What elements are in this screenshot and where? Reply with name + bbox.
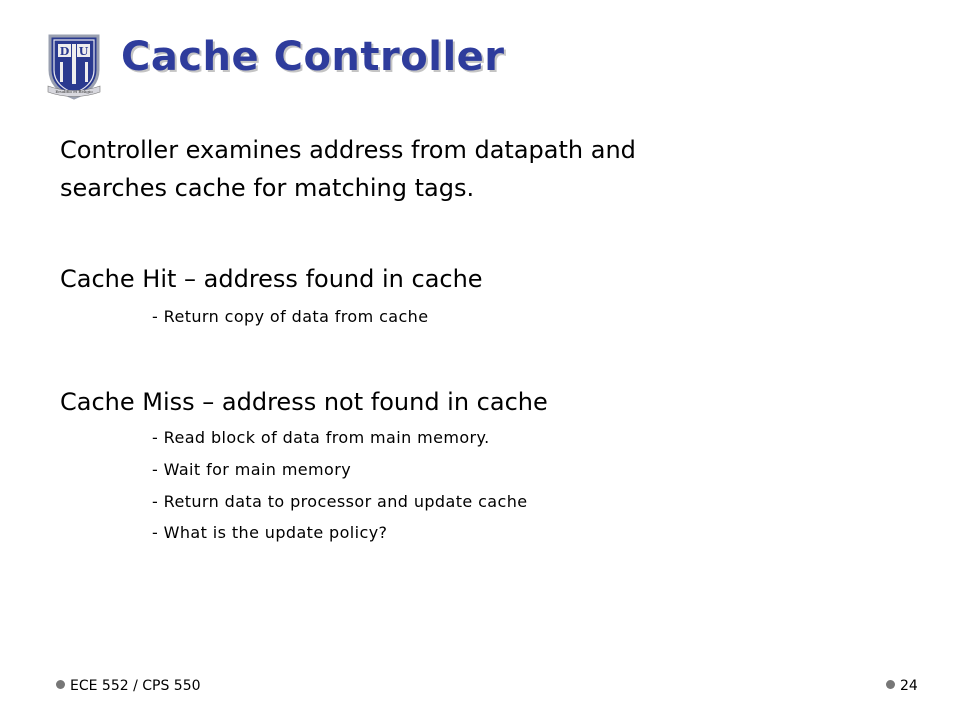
intro-line-1: Controller examines address from datapath and (60, 136, 636, 164)
bullet-dot-icon (56, 680, 65, 689)
bullet-dot-icon (886, 680, 895, 689)
page-number: 24 (900, 678, 918, 694)
miss-item: - What is the update policy? (152, 523, 388, 542)
slide-title: Cache Controller (121, 34, 505, 80)
crest-letter-d: D (59, 45, 70, 58)
miss-item: - Read block of data from main memory. (152, 428, 490, 447)
miss-item: - Wait for main memory (152, 460, 352, 479)
footer-page (886, 678, 918, 694)
footer-course-label: ECE 552 / CPS 550 (70, 678, 201, 694)
hit-item: - Return copy of data from cache (152, 307, 429, 326)
miss-heading: Cache Miss – address not found in cache (60, 388, 548, 416)
intro-line-2: searches cache for matching tags. (60, 174, 475, 202)
crest-letter-u: U (78, 45, 89, 58)
duke-shield-logo (44, 30, 104, 100)
hit-heading: Cache Hit – address found in cache (60, 265, 483, 293)
miss-item: - Return data to processor and update cache (152, 492, 528, 511)
crest-motto: Eruditio et Religio (55, 89, 93, 94)
footer-course (56, 678, 201, 694)
